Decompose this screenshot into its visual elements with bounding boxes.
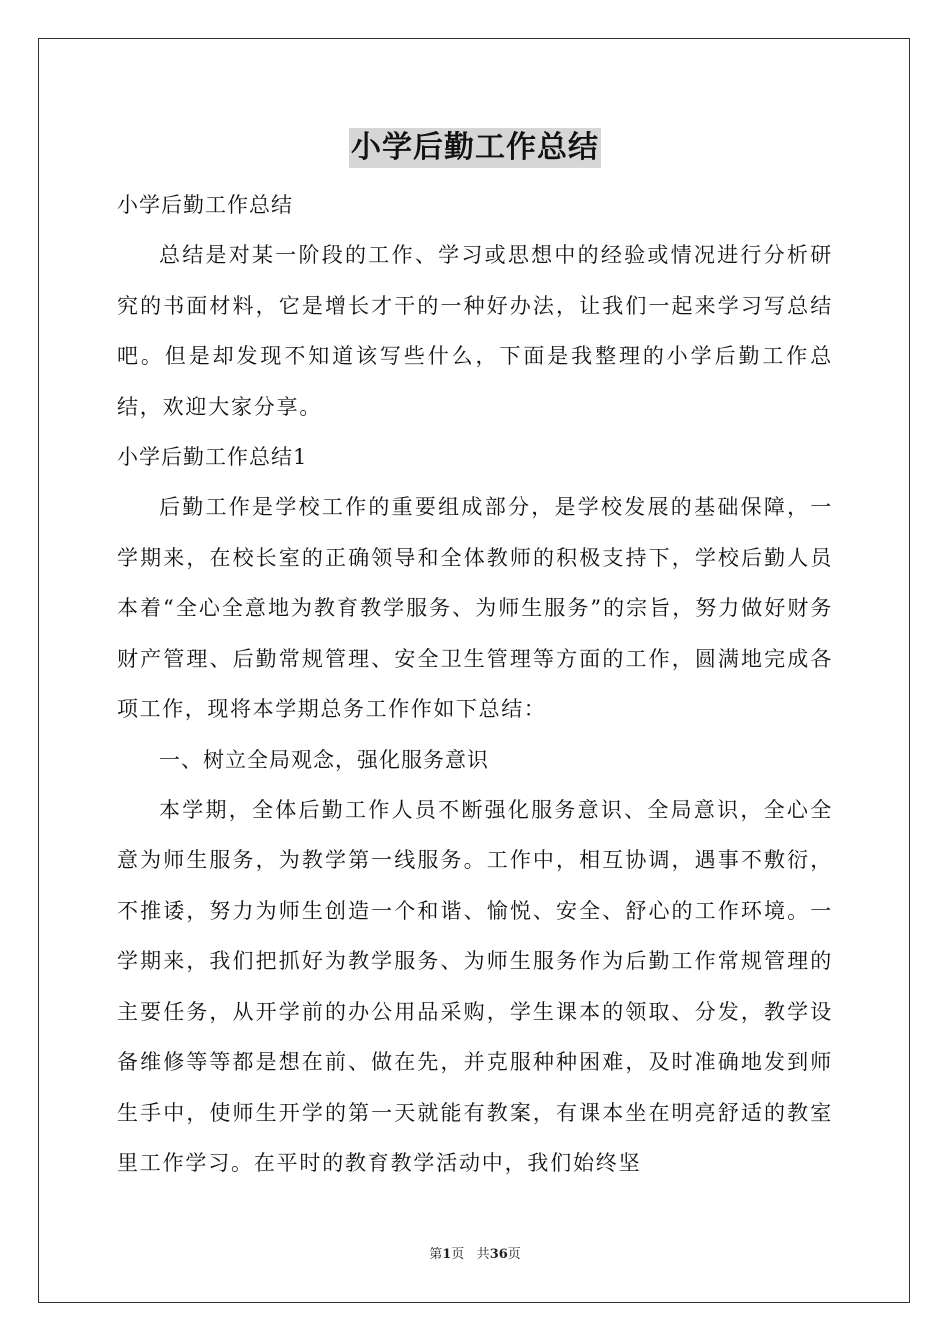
page-number: 1 <box>442 1247 452 1262</box>
total-suffix: 页 <box>507 1247 521 1262</box>
total-prefix: 共 <box>476 1247 490 1262</box>
page-suffix: 页 <box>451 1247 465 1262</box>
page-prefix: 第 <box>429 1247 443 1262</box>
document-body <box>117 128 833 1189</box>
total-pages: 36 <box>489 1247 508 1262</box>
body-paragraph-1: 后勤工作是学校工作的重要组成部分，是学校发展的基础保障，一学期来，在校长室的正确领导和全体教师的积极支持下，学校后勤人员本着“全心全意地为教育教学服务、为师生服务”的宗旨，努力做好财务财产管理、后勤常规管理、安全卫生管理等方面的工作，圆满地完成各项工作，现将本学期总务工作作如下总结： <box>117 495 833 721</box>
document-title: 小学后勤工作总结 <box>349 128 601 168</box>
intro-paragraph: 总结是对某一阶段的工作、学习或思想中的经验或情况进行分析研究的书面材料，它是增长才干的一种好办法，让我们一起来学习写总结吧。但是却发现不知道该写些什么，下面是我整理的小学后勤工作总结，欢迎大家分享。 <box>117 243 833 419</box>
section-title: 小学后勤工作总结1 <box>117 445 308 469</box>
page-footer <box>0 1246 950 1264</box>
document-subtitle: 小学后勤工作总结 <box>117 193 293 217</box>
section-heading-1: 一、树立全局观念，强化服务意识 <box>159 747 489 772</box>
title-wrap <box>117 128 833 172</box>
body-paragraph-2: 本学期，全体后勤工作人员不断强化服务意识、全局意识，全心全意为师生服务，为教学第一线服务。工作中，相互协调，遇事不敷衍，不推诿，努力为师生创造一个和谐、愉悦、安全、舒心的工作环境。一学期来，我们把抓好为教学服务、为师生服务作为后勤工作常规管理的主要任务，从开学前的办公用品采购，学生课本的领取、分发，教学设备维修等等都是想在前、做在先，并克服种种困难，及时准确地发到师生手中，使师生开学的第一天就能有教案，有课本坐在明亮舒适的教室里工作学习。在平时的教育教学活动中，我们始终坚 <box>117 797 833 1175</box>
